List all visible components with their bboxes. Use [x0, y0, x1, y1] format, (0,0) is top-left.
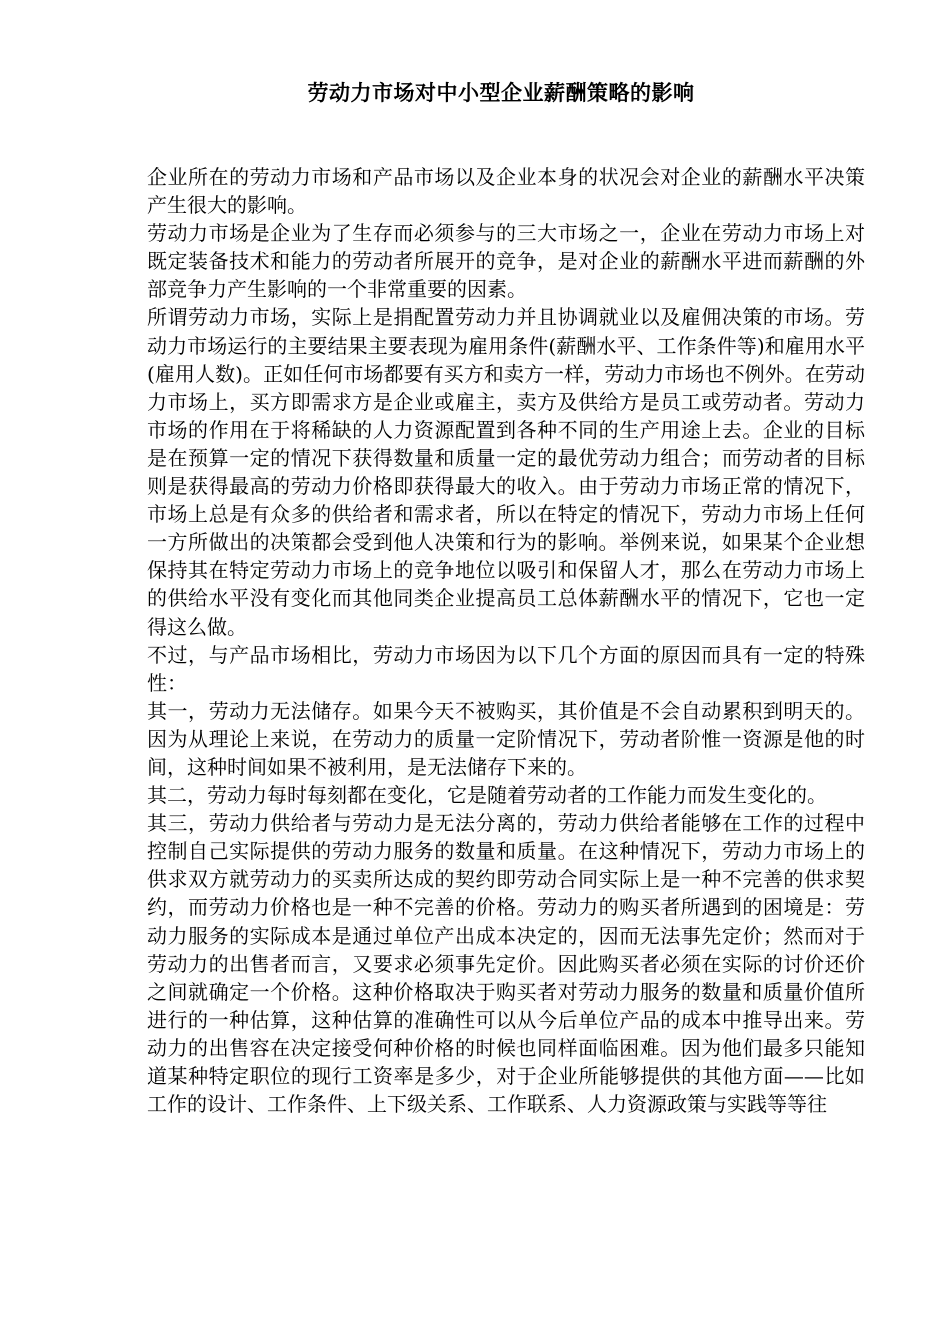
- paragraph: 劳动力市场是企业为了生存而必须参与的三大市场之一，企业在劳动力市场上对既定装备技术和能力的劳动者所展开的竞争，是对企业的薪酬水平进而薪酬的外部竞争力产生影响的一个非常重要的因素。: [147, 221, 865, 302]
- paragraph: 所谓劳动力市场，实际上是捐配置劳动力并且协调就业以及雇佣决策的市场。劳动力市场运行的主要结果主要表现为雇用条件(薪酬水平、工作条件等)和雇用水平(雇用人数)。正如任何市场都要有买方和卖方一样，劳动力市场也不例外。在劳动力市场上，买方即需求方是企业或雇主，卖方及供给方是员工或劳动者。劳动力市场的作用在于将稀缺的人力资源配置到各种不同的生产用途上去。企业的目标是在预算一定的情况下获得数量和质量一定的最优劳动力组合；而劳动者的目标则是获得最高的劳动力价格即获得最大的收入。由于劳动力市场正常的情况下，市场上总是有众多的供给者和需求者，所以在特定的情况下，劳动力市场上任何一方所做出的决策都会受到他人决策和行为的影响。举例来说，如果某个企业想保持其在特定劳动力市场上的竞争地位以吸引和保留人才，那么在劳动力市场上的供给水平没有变化而其他同类企业提高员工总体薪酬水平的情况下，它也一定得这么做。: [147, 305, 865, 639]
- paragraph: 其三，劳动力供给者与劳动力是无法分离的，劳动力供给者能够在工作的过程中控制自己实际提供的劳动力服务的数量和质量。在这种情况下，劳动力市场上的供求双方就劳动力的买卖所达成的契约即劳动合同实际上是一种不完善的供求契约，而劳动力价格也是一种不完善的价格。劳动力的购买者所遇到的困境是：劳动力服务的实际成本是通过单位产出成本决定的，因而无法事先定价；然而对于劳动力的出售者而言，又要求必须事先定价。因此购买者必须在实际的讨价还价之间就确定一个价格。这种价格取决于购买者对劳动力服务的数量和质量价值所进行的一种估算，这种估算的准确性可以从今后单位产品的成本中推导出来。劳动力的出售容在决定接受何种价格的时候也同样面临困难。因为他们最多只能知道某种特定职位的现行工资率是多少，对于企业所能够提供的其他方面——比如工作的设计、工作条件、上下级关系、工作联系、人力资源政策与实践等等往: [147, 811, 865, 1117]
- paragraph: 企业所在的劳动力市场和产品市场以及企业本身的状况会对企业的薪酬水平决策产生很大的影响。: [147, 165, 865, 218]
- paragraph: 不过，与产品市场相比，劳动力市场因为以下几个方面的原因而具有一定的特殊性：: [147, 642, 865, 695]
- document-title: 劳动力市场对中小型企业薪酬策略的影响: [307, 80, 695, 105]
- paragraph: 其一，劳动力无法储存。如果今天不被购买，其价值是不会自动累积到明天的。因为从理论上来说，在劳动力的质量一定阶情况下，劳动者阶惟一资源是他的时间，这种时间如果不被利用，是无法储存下来的。: [147, 698, 865, 779]
- document-body: [147, 163, 865, 1118]
- paragraph: 其二，劳动力每时每刻都在变化，它是随着劳动者的工作能力而发生变化的。: [147, 783, 827, 808]
